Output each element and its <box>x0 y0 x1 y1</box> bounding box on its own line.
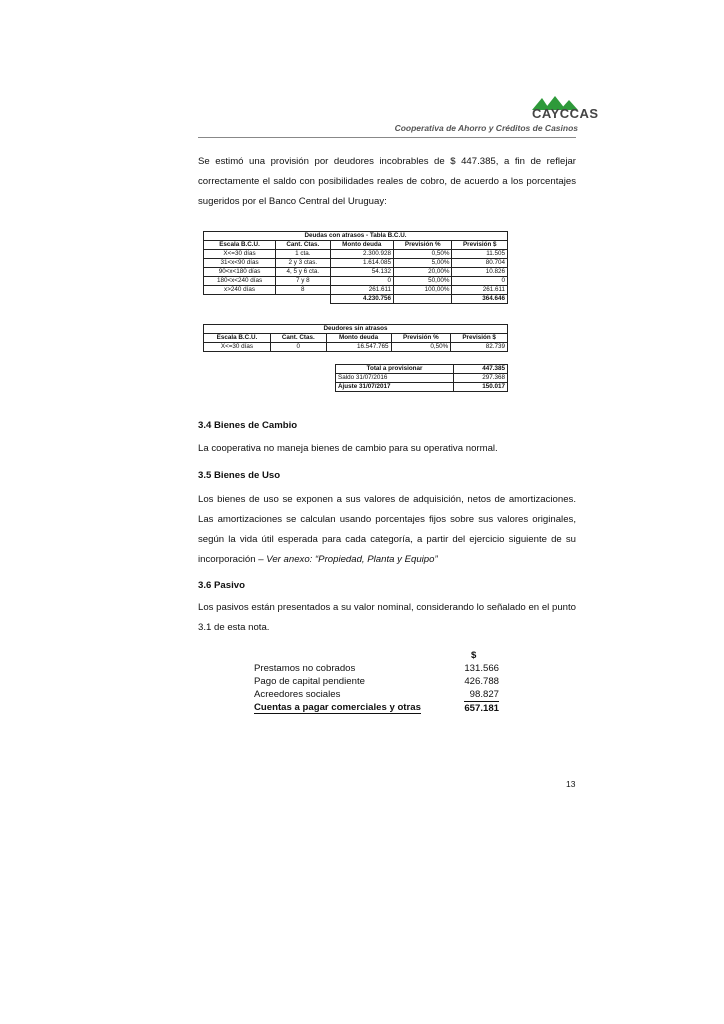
cell: 0,50% <box>394 250 452 259</box>
intro-paragraph: Se estimó una provisión por deudores incobrables de $ 447.385, a fin de reflejar correctamente el saldo con posibilidades reales de cobro, de acuerdo a los porcentajes sugeridos por el Banco Central del Uruguay: <box>198 156 576 207</box>
cell: 11.505 <box>452 250 508 259</box>
col-header: Monto deuda <box>326 334 391 343</box>
heading-3-4: 3.4 Bienes de Cambio <box>198 420 298 431</box>
cell: 0 <box>270 343 326 352</box>
cell: 82.739 <box>451 343 508 352</box>
table-row <box>204 286 508 295</box>
section-3-5-body: Los bienes de uso se exponen a sus valores de adquisición, netos de amortizaciones. Las amortizaciones se calculan usando porcentajes fijos sobre sus valores originales, según la vida útil esperada para cada categoría, a partir del ejercicio siguiente de su incorporación <box>198 494 576 565</box>
table-total-row <box>204 295 508 304</box>
total-prevision: 364.646 <box>452 295 508 304</box>
col-header: Escala B.C.U. <box>204 334 271 343</box>
table-row <box>204 277 508 286</box>
total-provision-row <box>336 365 508 374</box>
cell: 50,00% <box>394 277 452 286</box>
col-header: Cant. Ctas. <box>276 241 330 250</box>
section-3-6-text: Los pasivos están presentados a su valor nominal, considerando lo señalado en el punto 3.1 de esta nota. <box>198 602 576 633</box>
total-provision-label: Total a provisionar <box>336 365 454 374</box>
cell: 0,50% <box>391 343 451 352</box>
table-title: Deudores sin atrasos <box>204 325 508 334</box>
cell: 261.611 <box>330 286 393 295</box>
table-title: Deudas con atrasos - Tabla B.C.U. <box>204 232 508 241</box>
table-row <box>204 343 508 352</box>
heading-3-5: 3.5 Bienes de Uso <box>198 470 281 481</box>
col-header: Previsión $ <box>451 334 508 343</box>
cell: 1.614.085 <box>330 259 393 268</box>
cell: x>240 días <box>204 286 276 295</box>
liability-label: Prestamos no cobrados <box>254 663 356 674</box>
col-header: Previsión % <box>391 334 451 343</box>
cell: 80.704 <box>452 259 508 268</box>
col-header: Cant. Ctas. <box>270 334 326 343</box>
cell: 10.826 <box>452 268 508 277</box>
cell: 1 cta. <box>276 250 330 259</box>
total-provision-value: 447.385 <box>454 365 508 374</box>
liability-value: 98.827 <box>469 689 499 700</box>
annex-reference: – Ver anexo: “Propiedad, Planta y Equipo” <box>258 554 438 565</box>
table-deudas-con-atrasos <box>203 231 508 304</box>
cell: 5,00% <box>394 259 452 268</box>
cell: 2 y 3 ctas. <box>276 259 330 268</box>
cell: X<=30 días <box>204 250 276 259</box>
ajuste-value: 150.017 <box>454 383 508 392</box>
col-header: Previsión % <box>394 241 452 250</box>
liabilities-total-label: Cuentas a pagar comerciales y otras <box>254 702 421 713</box>
liability-value: 426.788 <box>464 676 499 687</box>
cell: 20,00% <box>394 268 452 277</box>
section-3-4-text: La cooperativa no maneja bienes de cambio para su operativa normal. <box>198 443 498 454</box>
cell: 7 y 8 <box>276 277 330 286</box>
logo-text: CAYCCAS <box>532 106 599 121</box>
saldo-label: Saldo 31/07/2016 <box>336 374 454 383</box>
table-row <box>204 259 508 268</box>
col-header: Monto deuda <box>330 241 393 250</box>
header-divider <box>198 137 576 138</box>
list-item <box>254 675 499 688</box>
ajuste-label: Ajuste 31/07/2017 <box>336 383 454 392</box>
liabilities-total-row <box>254 701 499 714</box>
liabilities-list <box>254 662 499 714</box>
cell: 16.547.765 <box>326 343 391 352</box>
cell: 0 <box>330 277 393 286</box>
total-monto: 4.230.756 <box>330 295 393 304</box>
list-item <box>254 662 499 675</box>
cell: 100,00% <box>394 286 452 295</box>
cell: 180<x<240 días <box>204 277 276 286</box>
page-number: 13 <box>566 779 576 789</box>
col-header: Previsión $ <box>452 241 508 250</box>
cell: 4, 5 y 6 cta. <box>276 268 330 277</box>
cell: 54.132 <box>330 268 393 277</box>
header-tagline: Cooperativa de Ahorro y Créditos de Casinos <box>394 123 578 133</box>
heading-3-6: 3.6 Pasivo <box>198 580 245 591</box>
cell: 90<x<180 días <box>204 268 276 277</box>
liability-value: 131.566 <box>464 663 499 674</box>
cell: X<=30 días <box>204 343 271 352</box>
currency-header: $ <box>471 650 477 661</box>
cell: 8 <box>276 286 330 295</box>
section-3-5-text <box>198 490 576 570</box>
cell: 261.611 <box>452 286 508 295</box>
col-header: Escala B.C.U. <box>204 241 276 250</box>
liability-label: Acreedores sociales <box>254 689 341 700</box>
saldo-row <box>336 374 508 383</box>
cell: 0 <box>452 277 508 286</box>
provision-summary-table <box>335 364 508 392</box>
list-item <box>254 688 499 701</box>
saldo-value: 297.368 <box>454 374 508 383</box>
table-row <box>204 250 508 259</box>
liability-label: Pago de capital pendiente <box>254 676 365 687</box>
ajuste-row <box>336 383 508 392</box>
table-row <box>204 268 508 277</box>
liabilities-total-value: 657.181 <box>464 703 499 714</box>
cell: 2.300.928 <box>330 250 393 259</box>
table-deudores-sin-atrasos <box>203 324 508 352</box>
cell: 31<x<90 días <box>204 259 276 268</box>
